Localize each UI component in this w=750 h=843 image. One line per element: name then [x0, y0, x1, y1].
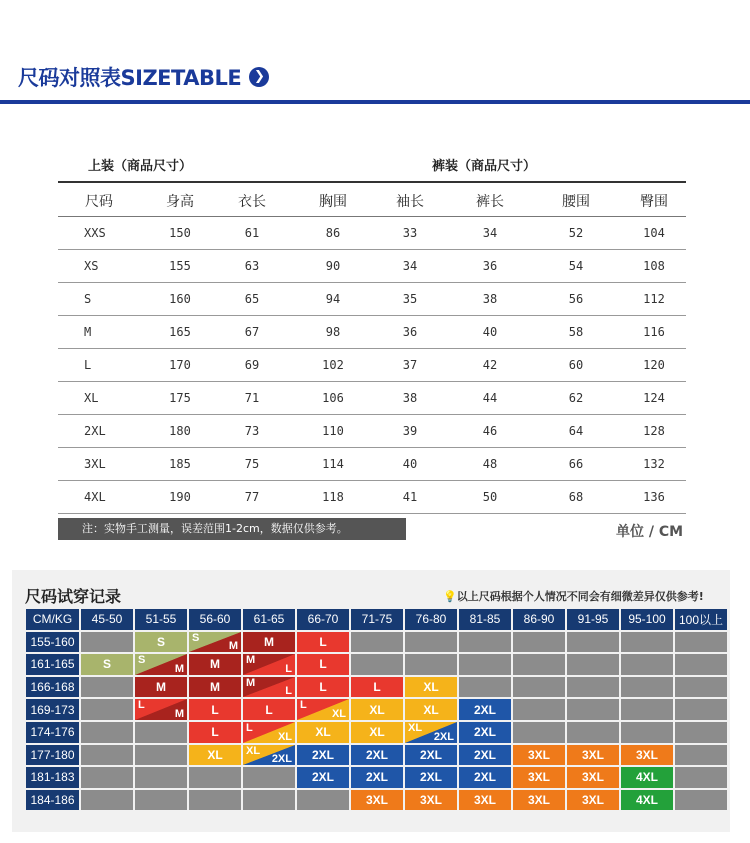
- weight-header: 100以上: [675, 609, 727, 630]
- split-label-b: M: [174, 707, 184, 720]
- table-cell: 36: [402, 325, 418, 339]
- grid-cell-split: [297, 699, 349, 720]
- grid-cell-empty: [405, 654, 457, 675]
- grid-cell: 3XL: [513, 745, 565, 766]
- table-cell: 34: [402, 259, 418, 273]
- table-cell: 42: [482, 358, 498, 372]
- table-cell: 61: [244, 226, 260, 240]
- grid-corner: CM/KG: [26, 609, 79, 630]
- column-header: 袖长: [396, 194, 424, 210]
- grid-cell-empty: [621, 654, 673, 675]
- split-label-a: XL: [246, 744, 261, 757]
- grid-cell-empty: [675, 790, 727, 811]
- table-cell: 71: [244, 391, 260, 405]
- table-cell: 67: [244, 325, 260, 339]
- grid-cell: S: [135, 632, 187, 653]
- row-divider: [58, 447, 686, 448]
- height-header: 181-183: [26, 767, 79, 788]
- column-header: 身高: [166, 194, 194, 210]
- row-divider: [58, 381, 686, 382]
- table-cell: 118: [322, 490, 344, 504]
- grid-cell-empty: [81, 745, 133, 766]
- grid-cell-empty: [567, 677, 619, 698]
- split-label-a: M: [246, 676, 256, 689]
- table-cell: 114: [322, 457, 344, 471]
- size-label: M: [84, 325, 92, 339]
- table-top-rule: [58, 181, 686, 183]
- table-cell: 63: [244, 259, 260, 273]
- grid-cell-empty: [513, 699, 565, 720]
- grid-cell-split: [243, 745, 295, 766]
- table-cell: 106: [322, 391, 344, 405]
- column-header: 腰围: [562, 194, 590, 210]
- grid-cell: XL: [405, 677, 457, 698]
- grid-cell-empty: [513, 632, 565, 653]
- size-label: L: [84, 358, 92, 372]
- weight-header: 81-85: [459, 609, 511, 630]
- table-cell: 90: [325, 259, 341, 273]
- table-cell: 128: [643, 424, 665, 438]
- header-divider: [0, 100, 750, 104]
- height-header: 177-180: [26, 745, 79, 766]
- grid-cell-split: [135, 654, 187, 675]
- table-cell: 102: [322, 358, 344, 372]
- table-cell: 58: [568, 325, 584, 339]
- size-label: XL: [84, 391, 99, 405]
- grid-cell: L: [243, 699, 295, 720]
- grid-cell-empty: [621, 699, 673, 720]
- grid-cell: L: [297, 654, 349, 675]
- size-label: 4XL: [84, 490, 106, 504]
- height-header: 161-165: [26, 654, 79, 675]
- grid-cell-empty: [243, 790, 295, 811]
- table-cell: 65: [244, 292, 260, 306]
- grid-cell: 2XL: [297, 767, 349, 788]
- grid-cell: XL: [297, 722, 349, 743]
- table-cell: 175: [169, 391, 191, 405]
- grid-cell-empty: [567, 654, 619, 675]
- grid-cell-empty: [405, 632, 457, 653]
- table-cell: 60: [568, 358, 584, 372]
- table-cell: 110: [322, 424, 344, 438]
- page-title-text: 尺码对照表SIZETABLE: [18, 66, 242, 90]
- table-cell: 50: [482, 490, 498, 504]
- table-cell: 94: [325, 292, 341, 306]
- row-divider: [58, 249, 686, 250]
- grid-cell-empty: [675, 677, 727, 698]
- column-header: 衣长: [238, 194, 266, 210]
- grid-cell: 3XL: [567, 745, 619, 766]
- table-cell: 54: [568, 259, 584, 273]
- table-cell: 155: [169, 259, 191, 273]
- grid-cell-split: [243, 654, 295, 675]
- grid-cell-empty: [675, 632, 727, 653]
- table-cell: 38: [402, 391, 418, 405]
- grid-cell: 3XL: [567, 790, 619, 811]
- unit-label: 单位 / CM: [616, 524, 684, 540]
- weight-header: 45-50: [81, 609, 133, 630]
- table-cell: 86: [325, 226, 341, 240]
- weight-header: 51-55: [135, 609, 187, 630]
- split-label-a: XL: [408, 722, 423, 734]
- weight-header: 95-100: [621, 609, 673, 630]
- table-cell: 150: [169, 226, 191, 240]
- table-cell: 120: [643, 358, 665, 372]
- grid-cell: 2XL: [459, 767, 511, 788]
- split-label-a: L: [138, 699, 145, 712]
- grid-cell-empty: [81, 767, 133, 788]
- header-rule: [58, 216, 686, 217]
- grid-cell: M: [135, 677, 187, 698]
- table-cell: 160: [169, 292, 191, 306]
- grid-cell: M: [189, 677, 241, 698]
- height-header: 155-160: [26, 632, 79, 653]
- table-cell: 75: [244, 457, 260, 471]
- grid-cell: 2XL: [405, 767, 457, 788]
- table-cell: 38: [482, 292, 498, 306]
- grid-cell: 2XL: [459, 745, 511, 766]
- split-label-a: M: [246, 654, 256, 667]
- grid-cell: L: [297, 632, 349, 653]
- grid-cell-split: [135, 699, 187, 720]
- table-cell: 73: [244, 424, 260, 438]
- grid-cell: 3XL: [567, 767, 619, 788]
- grid-cell: 3XL: [459, 790, 511, 811]
- page-title: [18, 62, 269, 92]
- grid-cell-empty: [135, 745, 187, 766]
- grid-cell-empty: [189, 790, 241, 811]
- grid-cell-empty: [81, 790, 133, 811]
- table-cell: 41: [402, 490, 418, 504]
- table-cell: 104: [643, 226, 665, 240]
- arrow-right-icon[interactable]: ❯: [249, 67, 269, 87]
- column-header: 臀围: [640, 194, 668, 210]
- grid-cell-empty: [513, 722, 565, 743]
- size-label: 2XL: [84, 424, 106, 438]
- table-cell: 33: [402, 226, 418, 240]
- grid-cell: 4XL: [621, 767, 673, 788]
- grid-cell-empty: [135, 790, 187, 811]
- grid-cell-empty: [621, 632, 673, 653]
- group-label-bottom: 裤装（商品尺寸）: [432, 159, 537, 174]
- table-cell: 46: [482, 424, 498, 438]
- table-cell: 180: [169, 424, 191, 438]
- size-label: XS: [84, 259, 99, 273]
- table-cell: 48: [482, 457, 498, 471]
- table-cell: 34: [482, 226, 498, 240]
- table-cell: 116: [643, 325, 665, 339]
- grid-cell: 2XL: [297, 745, 349, 766]
- split-label-b: L: [285, 662, 292, 675]
- row-divider: [58, 513, 686, 514]
- table-cell: 52: [568, 226, 584, 240]
- grid-cell-split: [243, 722, 295, 743]
- table-cell: 62: [568, 391, 584, 405]
- grid-cell-empty: [459, 632, 511, 653]
- weight-header: 56-60: [189, 609, 241, 630]
- row-divider: [58, 282, 686, 283]
- column-header: 尺码: [85, 194, 113, 210]
- table-cell: 112: [643, 292, 665, 306]
- split-label-a: L: [246, 722, 253, 734]
- grid-cell-empty: [351, 654, 403, 675]
- table-cell: 68: [568, 490, 584, 504]
- grid-cell-empty: [81, 677, 133, 698]
- table-cell: 40: [402, 457, 418, 471]
- row-divider: [58, 348, 686, 349]
- table-cell: 44: [482, 391, 498, 405]
- split-label-b: XL: [277, 730, 292, 743]
- grid-cell: 3XL: [513, 790, 565, 811]
- weight-header: 61-65: [243, 609, 295, 630]
- table-cell: 36: [482, 259, 498, 273]
- table-cell: 40: [482, 325, 498, 339]
- height-header: 169-173: [26, 699, 79, 720]
- row-divider: [58, 480, 686, 481]
- table-cell: 39: [402, 424, 418, 438]
- grid-cell-empty: [513, 654, 565, 675]
- table-cell: 35: [402, 292, 418, 306]
- split-label-b: 2XL: [271, 753, 292, 766]
- grid-cell-empty: [459, 677, 511, 698]
- grid-cell-empty: [675, 745, 727, 766]
- grid-cell-split: [189, 632, 241, 653]
- grid-cell: XL: [351, 699, 403, 720]
- grid-cell: L: [189, 722, 241, 743]
- table-cell: 124: [643, 391, 665, 405]
- grid-cell-empty: [189, 767, 241, 788]
- grid-cell: XL: [405, 699, 457, 720]
- grid-cell: 3XL: [513, 767, 565, 788]
- table-cell: 170: [169, 358, 191, 372]
- weight-header: 91-95: [567, 609, 619, 630]
- grid-cell: 3XL: [621, 745, 673, 766]
- grid-cell-split: [243, 677, 295, 698]
- height-header: 174-176: [26, 722, 79, 743]
- grid-cell-empty: [513, 677, 565, 698]
- table-cell: 190: [169, 490, 191, 504]
- grid-cell: 3XL: [405, 790, 457, 811]
- measurement-note: 注：实物手工测量，误差范围1-2cm，数据仅供参考。: [58, 518, 406, 540]
- size-label: XXS: [84, 226, 106, 240]
- split-label-b: M: [228, 640, 238, 653]
- table-cell: 56: [568, 292, 584, 306]
- grid-cell-empty: [459, 654, 511, 675]
- grid-cell-empty: [621, 722, 673, 743]
- grid-cell: L: [189, 699, 241, 720]
- size-label: 3XL: [84, 457, 106, 471]
- table-cell: 132: [643, 457, 665, 471]
- column-header: 胸围: [319, 194, 347, 210]
- grid-cell-empty: [675, 767, 727, 788]
- grid-cell: 2XL: [459, 722, 511, 743]
- grid-cell: 4XL: [621, 790, 673, 811]
- grid-cell-empty: [675, 722, 727, 743]
- grid-cell-empty: [621, 677, 673, 698]
- grid-cell-split: [405, 722, 457, 743]
- try-on-title: 尺码试穿记录: [25, 587, 122, 606]
- table-cell: 108: [643, 259, 665, 273]
- grid-cell: 2XL: [351, 767, 403, 788]
- grid-cell-empty: [297, 790, 349, 811]
- grid-cell-empty: [81, 722, 133, 743]
- grid-cell-empty: [81, 632, 133, 653]
- weight-header: 71-75: [351, 609, 403, 630]
- grid-cell: 3XL: [351, 790, 403, 811]
- grid-cell-empty: [81, 699, 133, 720]
- table-cell: 66: [568, 457, 584, 471]
- split-label-b: 2XL: [433, 730, 454, 743]
- grid-cell-empty: [675, 699, 727, 720]
- grid-cell-empty: [567, 632, 619, 653]
- column-header: 裤长: [476, 194, 504, 210]
- group-label-top: 上装（商品尺寸）: [88, 159, 193, 174]
- row-divider: [58, 414, 686, 415]
- grid-cell: XL: [189, 745, 241, 766]
- size-label: S: [84, 292, 92, 306]
- grid-cell: XL: [351, 722, 403, 743]
- height-header: 184-186: [26, 790, 79, 811]
- grid-cell-empty: [351, 632, 403, 653]
- weight-header: 76-80: [405, 609, 457, 630]
- grid-cell-empty: [675, 654, 727, 675]
- weight-header: 66-70: [297, 609, 349, 630]
- split-label-a: L: [300, 699, 307, 712]
- height-header: 166-168: [26, 677, 79, 698]
- grid-cell: L: [297, 677, 349, 698]
- split-label-b: XL: [331, 707, 346, 720]
- grid-cell: M: [243, 632, 295, 653]
- row-divider: [58, 315, 686, 316]
- grid-cell: 2XL: [459, 699, 511, 720]
- grid-cell-empty: [135, 767, 187, 788]
- grid-cell-empty: [243, 767, 295, 788]
- split-label-a: S: [192, 631, 200, 644]
- grid-cell: S: [81, 654, 133, 675]
- split-label-b: L: [285, 685, 292, 698]
- table-cell: 165: [169, 325, 191, 339]
- grid-cell-empty: [567, 699, 619, 720]
- table-cell: 185: [169, 457, 191, 471]
- table-cell: 64: [568, 424, 584, 438]
- weight-header: 86-90: [513, 609, 565, 630]
- grid-cell-empty: [135, 722, 187, 743]
- split-label-a: S: [138, 654, 146, 667]
- grid-cell: 2XL: [351, 745, 403, 766]
- grid-cell: M: [189, 654, 241, 675]
- table-cell: 77: [244, 490, 260, 504]
- grid-cell: 2XL: [405, 745, 457, 766]
- split-label-b: M: [174, 662, 184, 675]
- grid-cell-empty: [567, 722, 619, 743]
- try-on-note: 💡以上尺码根据个人情况不同会有细微差异仅供参考!: [443, 590, 704, 603]
- table-cell: 136: [643, 490, 665, 504]
- table-cell: 37: [402, 358, 418, 372]
- table-cell: 69: [244, 358, 260, 372]
- grid-cell: L: [351, 677, 403, 698]
- table-cell: 98: [325, 325, 341, 339]
